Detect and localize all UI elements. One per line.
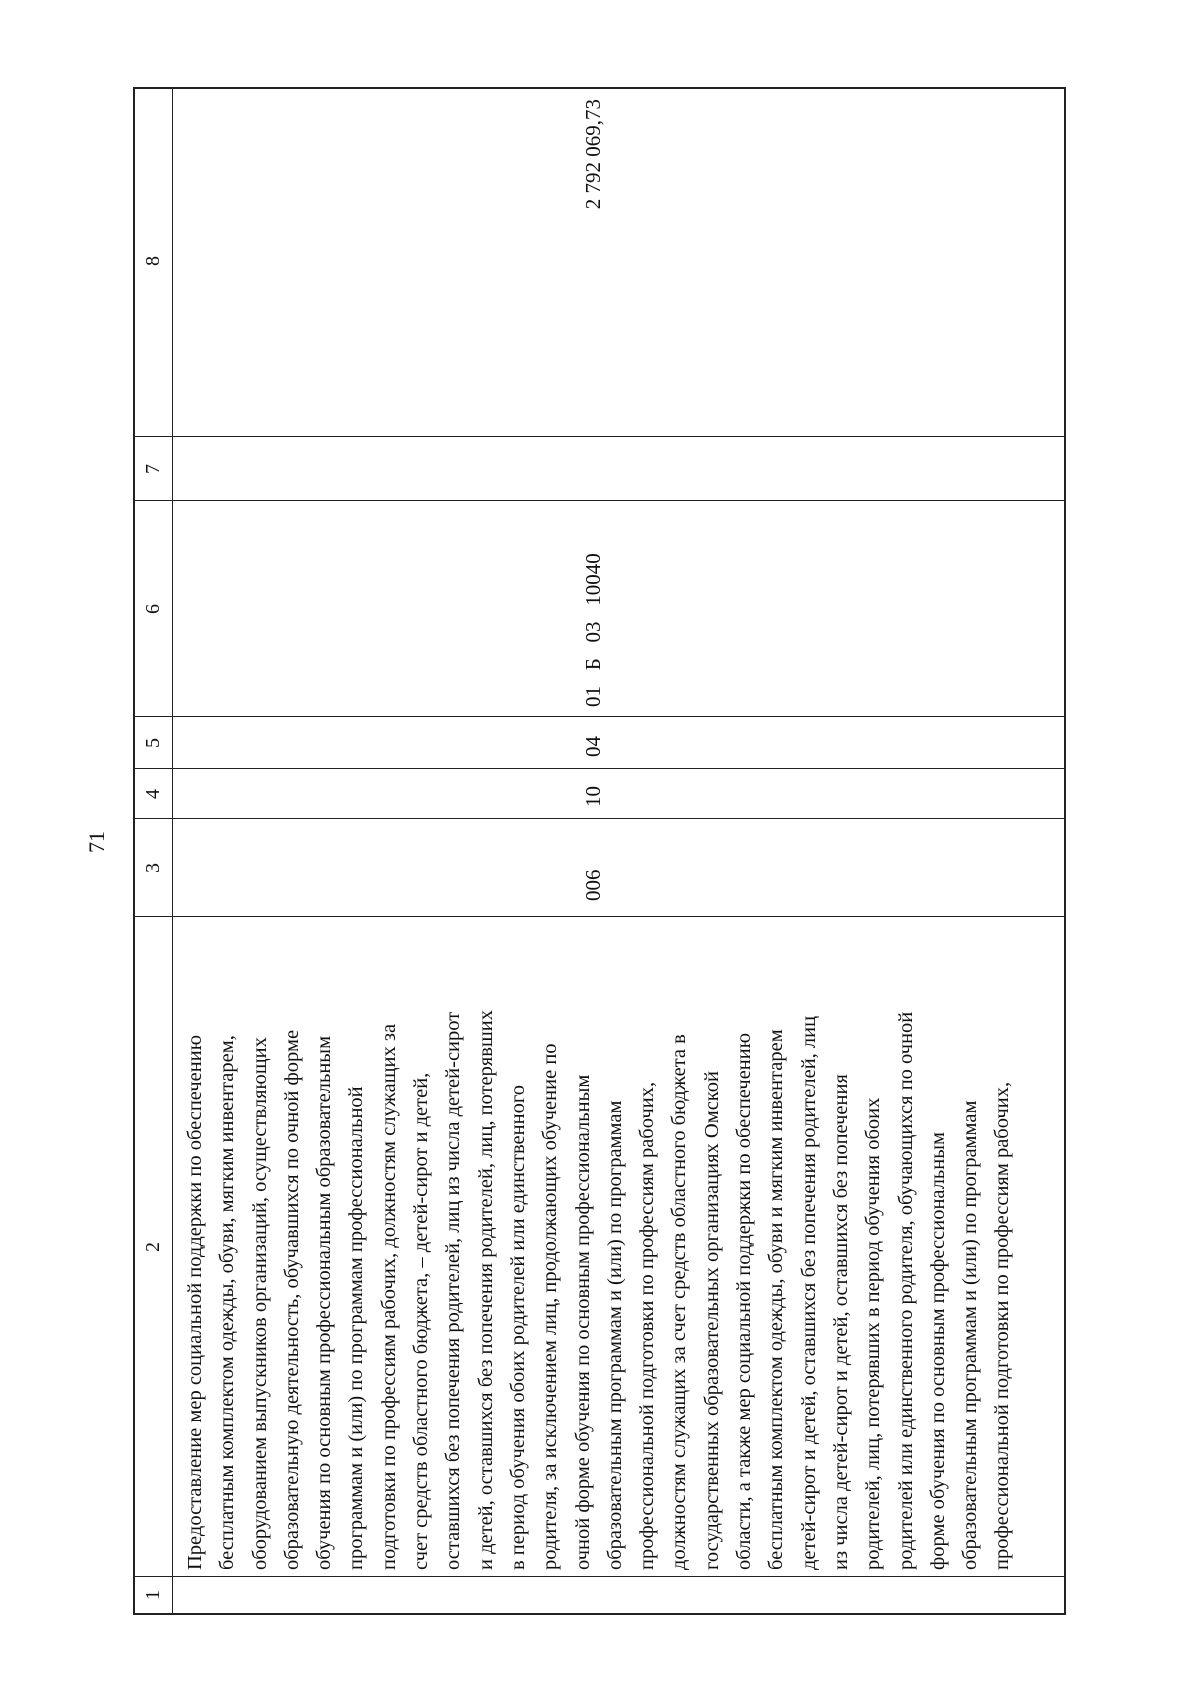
header-col-1: 1 (142, 1590, 164, 1600)
description-line: обучения по основным профессиональным образовательным (313, 1035, 336, 1570)
description-line: профессиональной подготовки по профессиям рабочих, (636, 1081, 659, 1570)
description-line: родителя, за исключением лиц, продолжающих обучение по (539, 1043, 562, 1570)
description-line: бесплатным комплектом одежды, обуви и мягким инвентарем (765, 1029, 788, 1570)
description-line: программам и (или) по программам профессиональной (345, 1086, 368, 1570)
cell-col-5: 04 (581, 736, 605, 757)
description-line: должностям служащих за счет средств областного бюджета в (668, 1034, 691, 1570)
description-line: в период обучения обоих родителей или единственного (506, 1085, 529, 1570)
column-divider (135, 716, 1064, 717)
column-divider (135, 1576, 1064, 1577)
description-line: образовательным программам и (или) по программам (603, 1100, 626, 1570)
cell-col-8-amount: 2 792 069,73 (581, 99, 605, 210)
description-line: бесплатным комплектом одежды, обуви, мягким инвентарем, (216, 1035, 239, 1570)
column-divider (135, 500, 1064, 501)
description-line: счет средств областного бюджета, – детей-сирот и детей, (410, 1072, 433, 1570)
description-line: оборудованием выпускников организаций, осуществляющих (248, 1037, 271, 1570)
budget-table (133, 87, 1066, 1615)
description-line: оставшихся без попечения родителей, лиц из числа детей-сирот (442, 1011, 465, 1570)
cell-col-6: 01 Б 03 10040 (581, 553, 605, 707)
description-line: подготовки по профессиям рабочих, должностям служащих за (377, 1023, 400, 1570)
header-col-6: 6 (142, 604, 164, 614)
column-divider (135, 916, 1064, 917)
page-number: 71 (84, 831, 109, 853)
header-col-7: 7 (142, 464, 164, 474)
description-line: области, а также мер социальной поддержки по обеспечению (733, 1032, 756, 1570)
description-line: государственных образовательных организациях Омской (700, 1071, 723, 1570)
description-line: Предоставление мер социальной поддержки по обеспечению (184, 1034, 206, 1570)
description-line: очной форме обучения по основным профессиональным (571, 1074, 594, 1570)
description-line: образовательным программам и (или) по программам (959, 1100, 982, 1570)
header-col-4: 4 (142, 789, 164, 799)
cell-col-3: 006 (581, 869, 605, 901)
row-description (179, 930, 1019, 1570)
column-divider (135, 818, 1064, 819)
cell-col-4: 10 (581, 786, 605, 807)
description-line: детей-сирот и детей, оставшихся без попечения родителей, лиц (797, 1015, 820, 1570)
description-line: образовательную деятельность, обучавшихся по очной форме (280, 1029, 303, 1570)
description-line: профессиональной подготовки по профессиям рабочих, (991, 1081, 1014, 1570)
description-line: форме обучения по основным профессиональным (926, 1132, 949, 1570)
header-col-8: 8 (142, 256, 164, 266)
description-line: и детей, оставшихся без попечения родителей, лиц, потерявших (474, 1010, 497, 1570)
header-col-2: 2 (142, 1242, 164, 1252)
column-divider (135, 768, 1064, 769)
description-line: родителей, лиц, потерявших в период обучения обоих (862, 1097, 885, 1570)
description-line: из числа детей-сирот и детей, оставшихся без попечения (829, 1074, 852, 1570)
description-line: родителей или единственного родителя, обучающихся по очной (894, 1011, 917, 1570)
header-divider (172, 89, 173, 1613)
header-col-5: 5 (142, 738, 164, 748)
header-col-3: 3 (142, 863, 164, 873)
